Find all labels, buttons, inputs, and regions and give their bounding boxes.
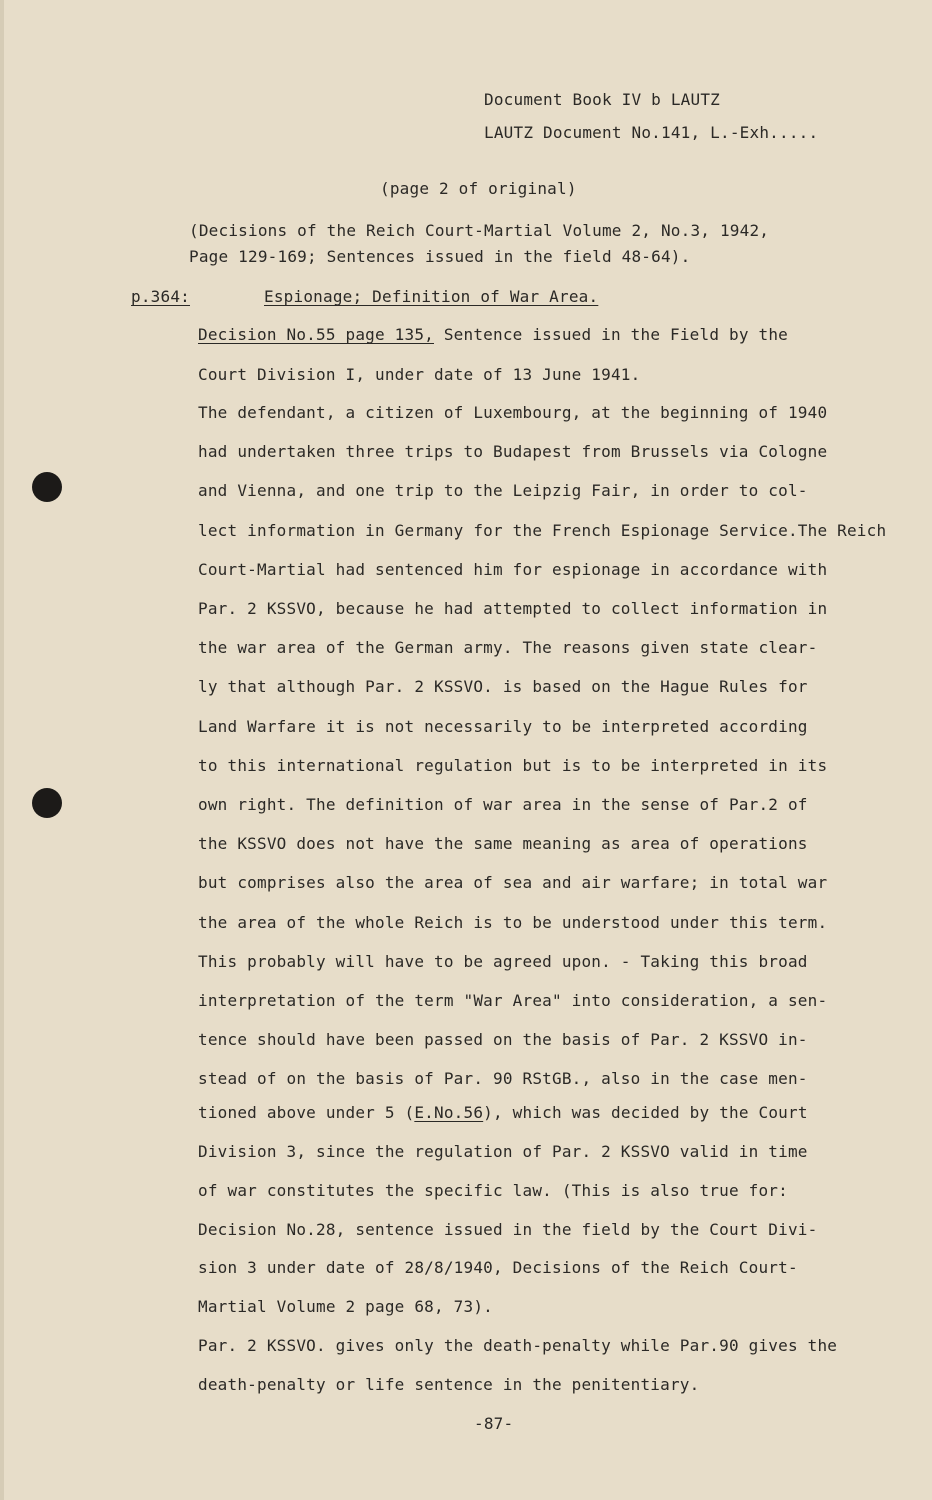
body-line: death-penalty or life sentence in the penitentiary. — [198, 1375, 700, 1394]
decision-line-1 — [198, 325, 788, 344]
body-line: the KSSVO does not have the same meaning as area of operations — [198, 834, 808, 854]
body-line: Division 3, since the regulation of Par. 2 KSSVO valid in time — [198, 1142, 808, 1161]
header-line-2: LAUTZ Document No.141, L.-Exh..... — [484, 123, 819, 142]
punch-hole — [32, 472, 62, 502]
page-reference: p.364: — [131, 287, 190, 306]
source-line-2: Page 129-169; Sentences issued in the field 48-64). — [189, 247, 691, 266]
body-line: to this international regulation but is to be interpreted in its — [198, 755, 828, 775]
body-line: Land Warfare it is not necessarily to be interpreted according — [198, 716, 808, 736]
body-line: the area of the whole Reich is to be understood under this term. — [198, 912, 828, 932]
body-line: Par. 2 KSSVO, because he had attempted to collect information in — [198, 599, 828, 618]
body-line: Court-Martial had sentenced him for espionage in accordance with — [198, 559, 828, 579]
body-line: tioned above under 5 (E.No.56), which was decided by the Court — [198, 1103, 808, 1122]
header-line-1: Document Book IV b LAUTZ — [484, 90, 720, 109]
body-line: the war area of the German army. The reasons given state clear- — [198, 638, 818, 658]
page-note: (page 2 of original) — [380, 179, 577, 198]
section-heading: Espionage; Definition of War Area. — [264, 287, 599, 306]
page-number: -87- — [474, 1414, 514, 1433]
source-line-1: (Decisions of the Reich Court-Martial Volume 2, No.3, 1942, — [189, 221, 770, 240]
body-line: Decision No.28, sentence issued in the field by the Court Divi- — [198, 1219, 818, 1239]
body-line: lect information in Germany for the French Espionage Service.The Reich — [198, 520, 887, 540]
decision-reference: Decision No.55 page 135, — [198, 325, 434, 344]
punch-hole — [32, 788, 62, 818]
body-line: interpretation of the term "War Area" into consideration, a sen- — [198, 991, 828, 1010]
body-line: stead of on the basis of Par. 90 RStGB., also in the case men- — [198, 1069, 808, 1089]
body-line: of war constitutes the specific law. (This is also true for: — [198, 1180, 788, 1200]
body-line: own right. The definition of war area in the sense of Par.2 of — [198, 795, 808, 814]
body-line: Par. 2 KSSVO. gives only the death-penalty while Par.90 gives the — [198, 1336, 838, 1355]
body-line: This probably will have to be agreed upon. - Taking this broad — [198, 951, 808, 971]
paper-edge — [0, 0, 4, 1500]
decision-text: Sentence issued in the Field by the — [434, 325, 788, 344]
decision-line-2: Court Division I, under date of 13 June 1941. — [198, 365, 641, 384]
body-line: Martial Volume 2 page 68, 73). — [198, 1297, 493, 1317]
case-reference: E.No.56 — [414, 1103, 484, 1122]
body-line: tence should have been passed on the basis of Par. 2 KSSVO in- — [198, 1030, 808, 1050]
body-line: and Vienna, and one trip to the Leipzig Fair, in order to col- — [198, 481, 808, 501]
body-line: sion 3 under date of 28/8/1940, Decisions of the Reich Court- — [198, 1258, 798, 1278]
body-line: The defendant, a citizen of Luxembourg, at the beginning of 1940 — [198, 403, 828, 422]
body-line: ly that although Par. 2 KSSVO. is based on the Hague Rules for — [198, 677, 808, 697]
body-line: had undertaken three trips to Budapest from Brussels via Cologne — [198, 442, 828, 462]
body-line: but comprises also the area of sea and air warfare; in total war — [198, 873, 828, 893]
